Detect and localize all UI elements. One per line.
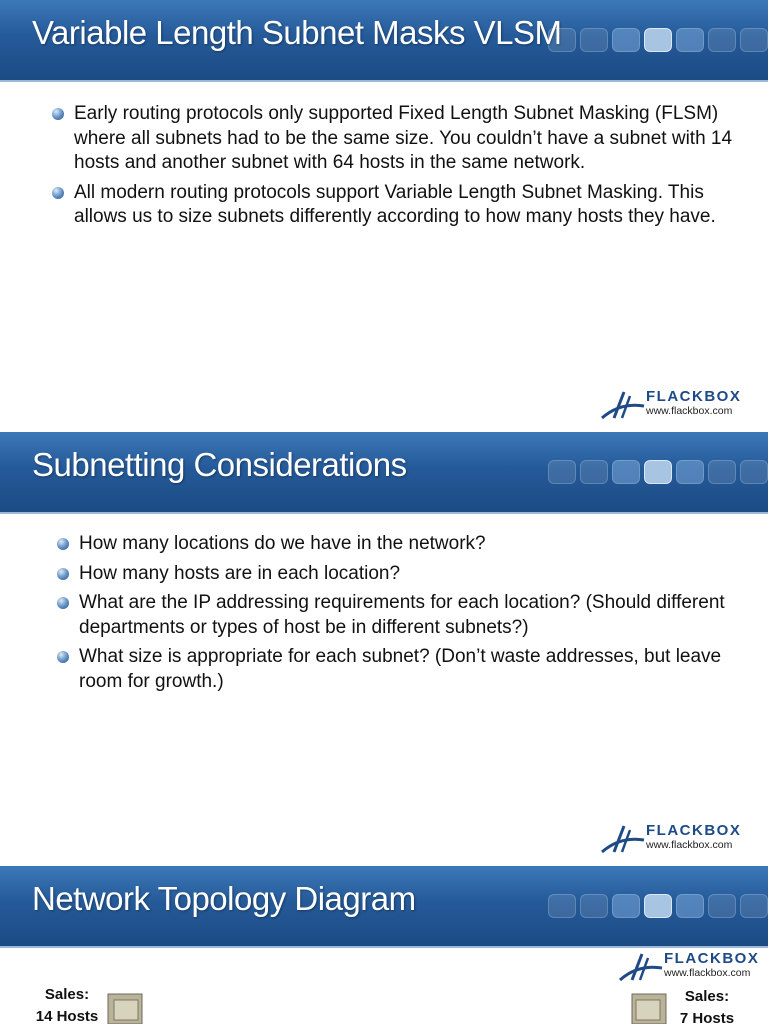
bullet-item xyxy=(50,181,740,230)
bullet-text: How many locations do we have in the network? xyxy=(79,533,486,554)
bullet-text: How many hosts are in each location? xyxy=(79,562,401,584)
flackbox-logo-icon xyxy=(618,950,664,984)
slide-title-bar xyxy=(0,432,768,514)
slide-vlsm xyxy=(0,0,768,432)
node-hosts: 14 Hosts xyxy=(35,1008,99,1024)
node-name: Sales: xyxy=(684,988,730,1005)
bullet-text: What are the IP addressing requirements for each location? (Should different departments or types of host be in different subnets?) xyxy=(79,592,725,638)
logo-brand: FLACKBOX xyxy=(646,822,742,839)
flackbox-logo xyxy=(600,388,750,422)
bullet-icon xyxy=(57,538,69,550)
slide-title-bar xyxy=(0,0,768,82)
title-decoration xyxy=(548,28,768,50)
node-hosts: 7 Hosts xyxy=(679,1010,735,1024)
bullet-list xyxy=(55,532,745,699)
computer-icon xyxy=(630,992,670,1024)
flackbox-logo-icon xyxy=(600,822,646,856)
computer-icon xyxy=(104,992,144,1024)
bullet-icon xyxy=(52,187,64,199)
node-name: Sales: xyxy=(44,986,90,1003)
sales-node-right xyxy=(668,986,746,1024)
logo-brand: FLACKBOX xyxy=(664,950,760,967)
logo-url: www.flackbox.com xyxy=(646,839,733,851)
slide-title-bar xyxy=(0,866,768,948)
bullet-icon xyxy=(52,108,64,120)
flackbox-logo xyxy=(618,950,768,984)
logo-brand: FLACKBOX xyxy=(646,388,742,405)
slide-title: Variable Length Subnet Masks VLSM xyxy=(32,14,562,51)
bullet-icon xyxy=(57,597,69,609)
logo-url: www.flackbox.com xyxy=(646,405,733,417)
bullet-icon xyxy=(57,568,69,580)
slide-title: Network Topology Diagram xyxy=(32,880,416,917)
bullet-item xyxy=(55,591,745,640)
bullet-icon xyxy=(57,651,69,663)
slide-title: Subnetting Considerations xyxy=(32,446,407,483)
title-decoration xyxy=(548,894,768,916)
bullet-text: What size is appropriate for each subnet? (Don’t waste addresses, but leave room for growth.) xyxy=(79,646,722,692)
bullet-text: All modern routing protocols support Variable Length Subnet Masking. This allows us to size subnets differently according to how many hosts they have. xyxy=(74,181,716,227)
bullet-item xyxy=(55,562,745,587)
bullet-item xyxy=(55,645,745,694)
slide-subnetting-considerations xyxy=(0,432,768,866)
flackbox-logo-icon xyxy=(600,388,646,422)
slide-network-topology xyxy=(0,866,768,1024)
sales-node-left xyxy=(28,984,106,1024)
bullet-item xyxy=(50,102,740,176)
flackbox-logo xyxy=(600,822,750,856)
logo-url: www.flackbox.com xyxy=(664,967,751,979)
bullet-text: Early routing protocols only supported Fixed Length Subnet Masking (FLSM) where all subnets had to be the same size. You couldn’t have a subnet with 14 hosts and another subnet with 64 hosts in the same network. xyxy=(74,103,733,173)
bullet-item xyxy=(55,532,745,557)
title-decoration xyxy=(548,460,768,482)
bullet-list xyxy=(50,102,740,235)
